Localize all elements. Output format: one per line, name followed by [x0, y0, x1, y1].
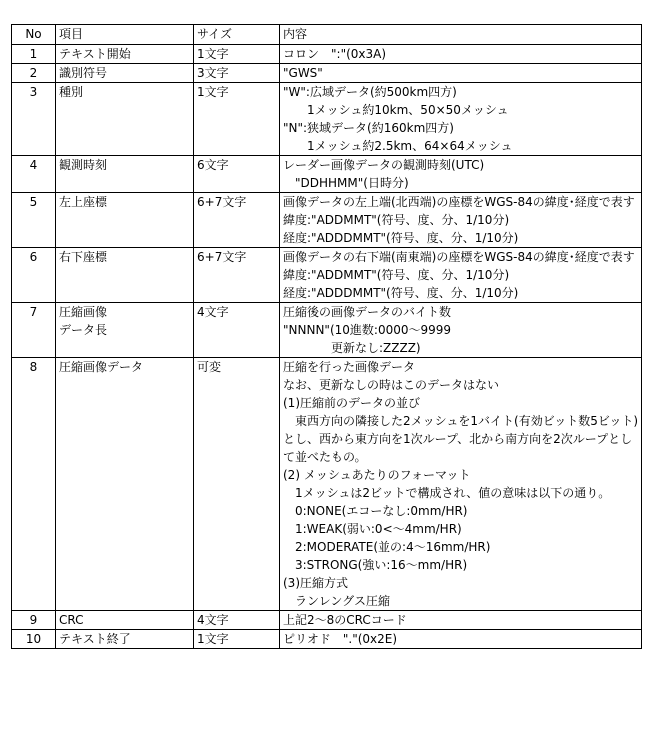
desc-line: 1メッシュは2ビットで構成され、値の意味は以下の通り。	[283, 486, 611, 500]
cell-no: 1	[12, 45, 56, 64]
header-no: No	[12, 25, 56, 45]
desc-line: 経度:"ADDDMMT"(符号、度、分、1/10分)	[283, 286, 519, 300]
desc-line: 0:NONE(エコーなし:0mm/HR)	[283, 504, 468, 518]
desc-line: "W":広域データ(約500km四方)	[283, 85, 457, 99]
table-row	[12, 156, 642, 193]
table-body	[12, 45, 642, 649]
table-row	[12, 83, 642, 156]
desc-line: ピリオド "."(0x2E)	[283, 632, 398, 646]
desc-line: (2) メッシュあたりのフォーマット	[283, 468, 471, 482]
cell-desc	[280, 193, 642, 248]
cell-size: 4文字	[194, 611, 280, 630]
desc-line: "DDHHMM"(日時分)	[283, 176, 409, 190]
header-desc: 内容	[280, 25, 642, 45]
table-row	[12, 45, 642, 64]
cell-no: 3	[12, 83, 56, 156]
cell-item: 左上座標	[56, 193, 194, 248]
desc-line: "GWS"	[283, 66, 323, 80]
desc-line: (3)圧縮方式	[283, 576, 348, 590]
desc-line: コロン ":"(0x3A)	[283, 47, 387, 61]
cell-desc	[280, 358, 642, 611]
cell-desc	[280, 83, 642, 156]
cell-no: 8	[12, 358, 56, 611]
cell-size: 3文字	[194, 64, 280, 83]
cell-item: CRC	[56, 611, 194, 630]
cell-item: 観測時刻	[56, 156, 194, 193]
desc-line: 経度:"ADDDMMT"(符号、度、分、1/10分)	[283, 231, 519, 245]
cell-size: 可変	[194, 358, 280, 611]
cell-item: 識別符号	[56, 64, 194, 83]
table-row	[12, 630, 642, 649]
desc-line: 2:MODERATE(並の:4～16mm/HR)	[283, 540, 491, 554]
desc-line: ランレングス圧縮	[283, 594, 391, 608]
cell-no: 9	[12, 611, 56, 630]
header-row	[12, 25, 642, 45]
table-row	[12, 358, 642, 611]
desc-line: なお、更新なしの時はこのデータはない	[283, 378, 500, 392]
cell-size: 1文字	[194, 83, 280, 156]
cell-item: 圧縮画像 データ長	[56, 303, 194, 358]
cell-item: 種別	[56, 83, 194, 156]
cell-size: 1文字	[194, 630, 280, 649]
cell-desc	[280, 64, 642, 83]
desc-line: "NNNN"(10進数:0000～9999	[283, 323, 452, 337]
desc-line: "N":狭域データ(約160km四方)	[283, 121, 454, 135]
desc-line: 緯度:"ADDMMT"(符号、度、分、1/10分)	[283, 268, 510, 282]
header-size: サイズ	[194, 25, 280, 45]
table-row	[12, 303, 642, 358]
cell-no: 2	[12, 64, 56, 83]
table-row	[12, 611, 642, 630]
cell-item: 右下座標	[56, 248, 194, 303]
cell-size: 1文字	[194, 45, 280, 64]
desc-line: 緯度:"ADDMMT"(符号、度、分、1/10分)	[283, 213, 510, 227]
table-row	[12, 248, 642, 303]
cell-desc	[280, 630, 642, 649]
format-table	[11, 24, 642, 649]
desc-line: 画像データの左上端(北西端)の座標をWGS-84の緯度･経度で表す	[283, 195, 635, 209]
cell-size: 6+7文字	[194, 193, 280, 248]
format-table-wrapper	[11, 24, 642, 649]
cell-desc	[280, 303, 642, 358]
cell-no: 6	[12, 248, 56, 303]
cell-desc	[280, 45, 642, 64]
cell-desc	[280, 611, 642, 630]
header-item: 項目	[56, 25, 194, 45]
desc-line: (1)圧縮前のデータの並び	[283, 396, 420, 410]
cell-item: テキスト開始	[56, 45, 194, 64]
desc-line: 1メッシュ約2.5km、64×64メッシュ	[283, 139, 513, 153]
desc-line: 東西方向の隣接した2メッシュを1バイト(有効ビット数5ビット)とし、西から東方向を1次ループ、北から南方向を2次ループとして並べたもの。	[283, 414, 639, 464]
desc-line: 上記2～8のCRCコード	[283, 613, 407, 627]
cell-size: 6+7文字	[194, 248, 280, 303]
cell-desc	[280, 156, 642, 193]
desc-line: 1:WEAK(弱い:0<～4mm/HR)	[283, 522, 462, 536]
cell-desc	[280, 248, 642, 303]
cell-item: テキスト終了	[56, 630, 194, 649]
desc-line: 圧縮後の画像データのバイト数	[283, 305, 452, 319]
table-row	[12, 193, 642, 248]
cell-no: 7	[12, 303, 56, 358]
desc-line: レーダー画像データの観測時刻(UTC)	[283, 158, 485, 172]
desc-line: 1メッシュ約10km、50×50メッシュ	[283, 103, 509, 117]
cell-no: 4	[12, 156, 56, 193]
cell-size: 6文字	[194, 156, 280, 193]
desc-line: 更新なし:ZZZZ)	[283, 341, 421, 355]
desc-line: 画像データの右下端(南東端)の座標をWGS-84の緯度･経度で表す	[283, 250, 635, 264]
desc-line: 圧縮を行った画像データ	[283, 360, 416, 374]
table-row	[12, 64, 642, 83]
desc-line: 3:STRONG(強い:16～mm/HR)	[283, 558, 468, 572]
cell-size: 4文字	[194, 303, 280, 358]
cell-no: 5	[12, 193, 56, 248]
cell-item: 圧縮画像データ	[56, 358, 194, 611]
cell-no: 10	[12, 630, 56, 649]
